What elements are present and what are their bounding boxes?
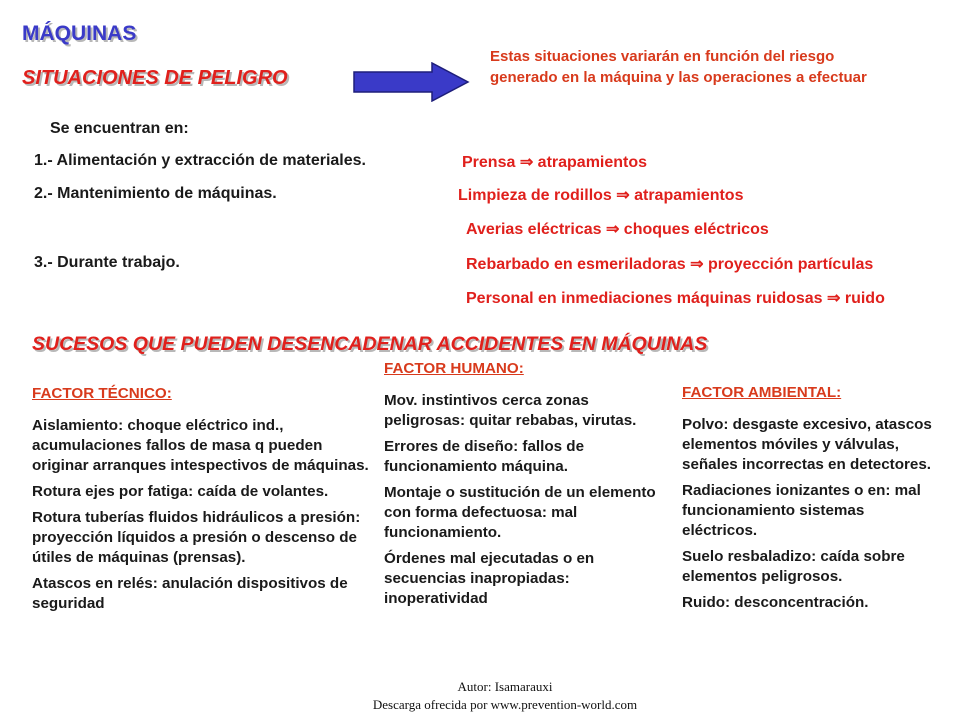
environmental-factor-column	[682, 383, 940, 619]
example-electrical: Averias eléctricas ⇒ choques eléctricos	[466, 221, 769, 238]
footer-author: Autor: Isamarauxi	[457, 679, 553, 694]
situation-item-3: 3.- Durante trabajo.	[34, 254, 180, 271]
footer-source: Descarga ofrecida por www.prevention-world.com	[372, 697, 638, 712]
footer-credit	[0, 678, 960, 714]
human-factor-column	[384, 359, 664, 615]
human-item: Órdenes mal ejecutadas o en secuencias inapropiadas: inoperatividad	[384, 550, 595, 607]
risk-note: Estas situaciones variarán en función del riesgo generado en la máquina y las operaciones a efectuar	[490, 48, 867, 86]
human-factor-heading: FACTOR HUMANO:	[384, 360, 524, 377]
technical-factor-column	[32, 384, 372, 620]
technical-factor-heading: FACTOR TÉCNICO:	[32, 385, 172, 402]
environmental-item: Suelo resbaladizo: caída sobre elementos peligrosos.	[682, 548, 905, 585]
environmental-item: Radiaciones ionizantes o en: mal funcionamiento sistemas eléctricos.	[682, 482, 921, 539]
situation-item-1: 1.- Alimentación y extracción de materiales.	[34, 152, 366, 169]
page-title: MÁQUINAS	[22, 22, 137, 45]
arrow-right-icon	[352, 62, 470, 102]
human-item: Errores de diseño: fallos de funcionamiento máquina.	[384, 438, 585, 475]
example-noise: Personal en inmediaciones máquinas ruidosas ⇒ ruido	[466, 290, 885, 307]
situations-intro: Se encuentran en:	[50, 120, 189, 137]
example-rollers: Limpieza de rodillos ⇒ atrapamientos	[458, 187, 744, 204]
section-title-events: SUCESOS QUE PUEDEN DESENCADENAR ACCIDENTES EN MÁQUINAS	[32, 333, 708, 355]
human-item: Montaje o sustitución de un elemento con forma defectuosa: mal funcionamiento.	[384, 484, 656, 541]
environmental-factor-heading: FACTOR AMBIENTAL:	[682, 384, 842, 401]
example-press: Prensa ⇒ atrapamientos	[462, 154, 648, 171]
human-item: Mov. instintivos cerca zonas peligrosas: quitar rebabas, virutas.	[384, 392, 637, 429]
section-title-situations: SITUACIONES DE PELIGRO	[22, 67, 288, 89]
technical-item: Aislamiento: choque eléctrico ind., acumulaciones fallos de masa q pueden originar arranques intespectivos de máquinas.	[32, 417, 369, 474]
technical-item: Atascos en relés: anulación dispositivos de seguridad	[32, 575, 348, 612]
environmental-item: Polvo: desgaste excesivo, atascos elementos móviles y válvulas, señales incorrectas en detectores.	[682, 416, 932, 473]
example-grinding: Rebarbado en esmeriladoras ⇒ proyección partículas	[466, 256, 874, 273]
environmental-item: Ruido: desconcentración.	[682, 594, 869, 611]
situation-item-2: 2.- Mantenimiento de máquinas.	[34, 185, 277, 202]
technical-item: Rotura tuberías fluidos hidráulicos a presión: proyección líquidos a presión o descenso de útiles de máquinas (prensas).	[32, 509, 361, 566]
technical-item: Rotura ejes por fatiga: caída de volantes.	[32, 483, 329, 500]
